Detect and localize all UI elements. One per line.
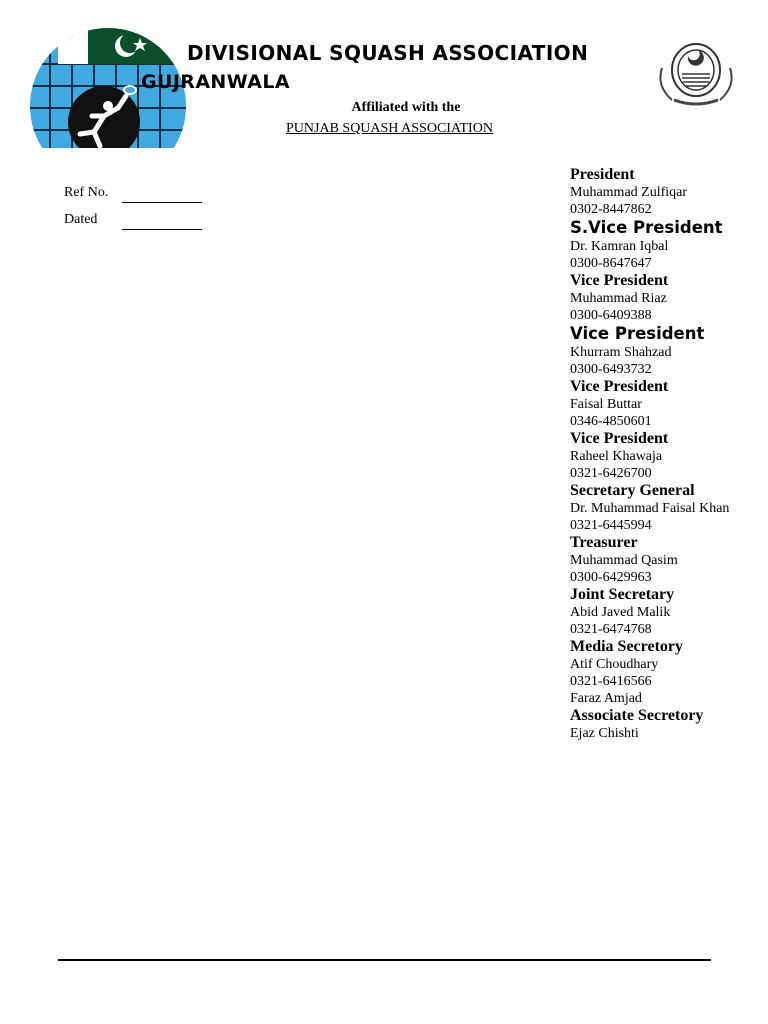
parent-organization: PUNJAB SQUASH ASSOCIATION — [286, 121, 493, 136]
office-bearers-list — [570, 166, 765, 742]
officer-detail: Ejaz Chishti — [570, 726, 639, 741]
officer-detail: 0321-6474768 — [570, 622, 652, 637]
officer-role: Vice President — [570, 378, 669, 395]
officer-detail: 0300-6409388 — [570, 308, 652, 323]
officer-detail: Atif Choudhary — [570, 657, 659, 672]
officer-role: Treasurer — [570, 534, 638, 551]
officer-role: Vice President — [570, 272, 669, 289]
officer-role: President — [570, 166, 635, 183]
officer-detail: Dr. Muhammad Faisal Khan — [570, 501, 730, 516]
officer-detail: Khurram Shahzad — [570, 345, 672, 360]
dated-label: Dated — [64, 212, 98, 227]
punjab-seal-icon — [652, 38, 740, 108]
officer-role: Secretary General — [570, 482, 695, 499]
officer-role: Joint Secretary — [570, 586, 675, 603]
association-city: GUJRANWALA — [141, 71, 290, 93]
association-title: DIVISIONAL SQUASH ASSOCIATION — [187, 41, 589, 65]
officer-role: Vice President — [570, 430, 669, 447]
officer-detail: Dr. Kamran Iqbal — [570, 239, 669, 254]
officer-detail: Abid Javed Malik — [570, 605, 671, 620]
ref-no-field[interactable] — [122, 202, 202, 203]
officer-detail: Faraz Amjad — [570, 691, 642, 706]
officer-detail: Faisal Buttar — [570, 397, 642, 412]
officer-detail: Muhammad Zulfiqar — [570, 185, 688, 200]
officer-detail: Raheel Khawaja — [570, 449, 663, 464]
officer-detail: 0300-6429963 — [570, 570, 652, 585]
officer-detail: Muhammad Riaz — [570, 291, 667, 306]
dated-field[interactable] — [122, 229, 202, 230]
officer-role: Media Secretory — [570, 638, 683, 655]
officer-detail: 0321-6426700 — [570, 466, 652, 481]
officer-detail: Muhammad Qasim — [570, 553, 678, 568]
officer-role: S.Vice President — [570, 218, 723, 237]
officer-detail: 0300-8647647 — [570, 256, 652, 271]
officer-detail: 0346-4850601 — [570, 414, 652, 429]
officer-detail: 0302-8447862 — [570, 202, 652, 217]
footer-rule — [58, 959, 711, 961]
officer-role: Vice President — [570, 324, 705, 343]
officer-detail: 0321-6445994 — [570, 518, 652, 533]
affiliated-label: Affiliated with the — [351, 100, 461, 115]
officer-detail: 0321-6416566 — [570, 674, 652, 689]
ref-no-label: Ref No. — [64, 185, 109, 200]
officer-detail: 0300-6493732 — [570, 362, 652, 377]
officer-role: Associate Secretory — [570, 707, 704, 724]
